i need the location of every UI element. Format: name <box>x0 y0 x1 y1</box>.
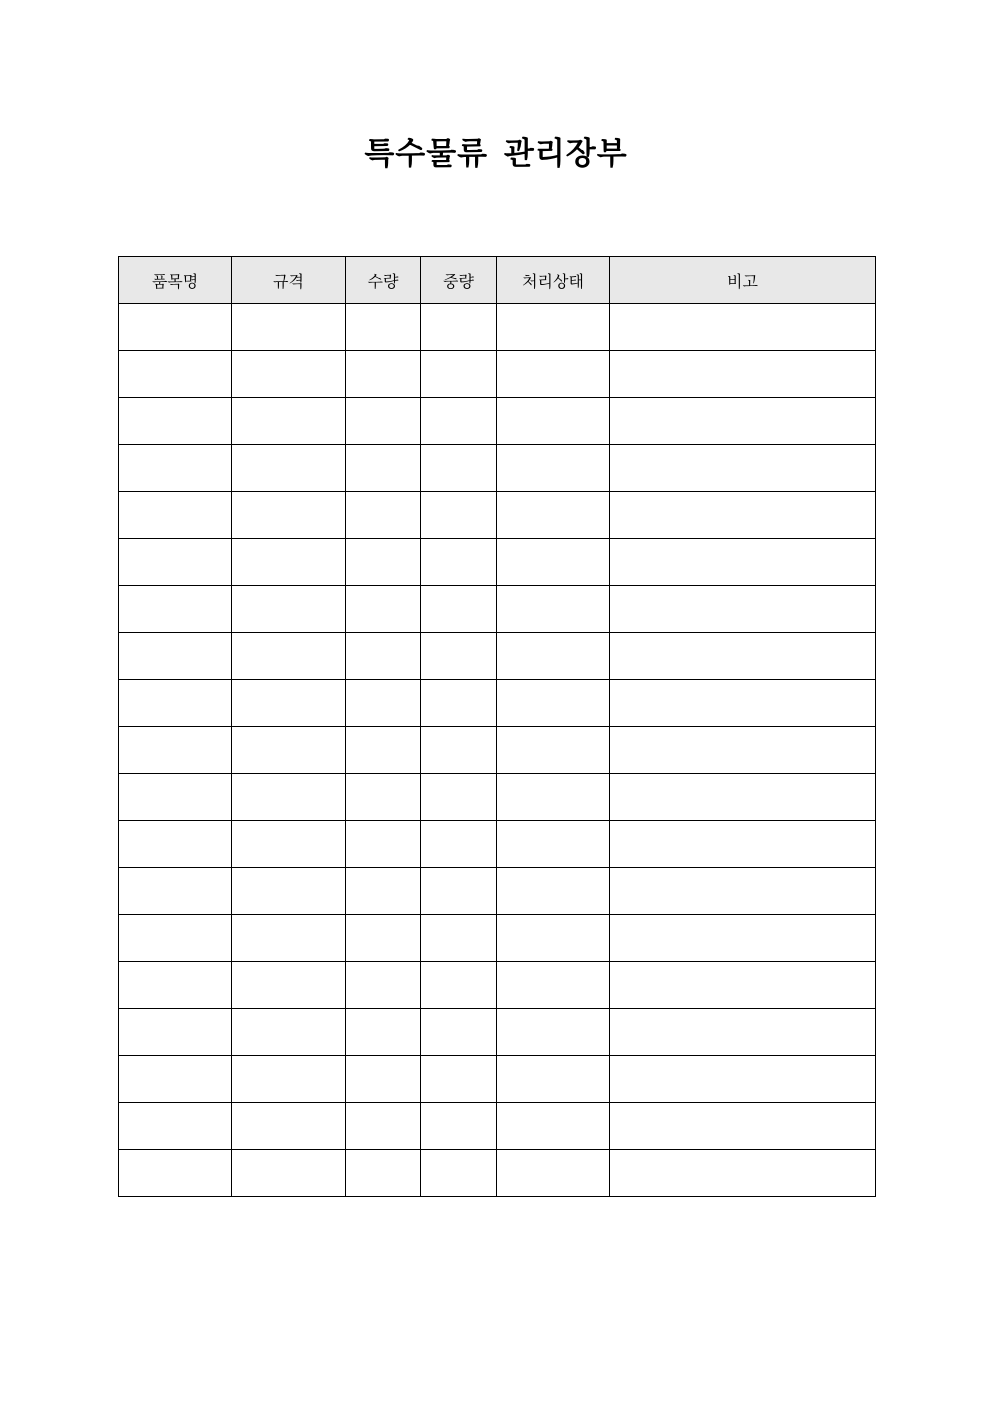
cell-remarks[interactable] <box>610 774 876 821</box>
cell-weight[interactable] <box>421 680 497 727</box>
cell-status[interactable] <box>497 727 610 774</box>
cell-status[interactable] <box>497 304 610 351</box>
cell-status[interactable] <box>497 774 610 821</box>
cell-weight[interactable] <box>421 539 497 586</box>
cell-weight[interactable] <box>421 633 497 680</box>
table-row <box>119 821 876 868</box>
cell-weight[interactable] <box>421 398 497 445</box>
cell-remarks[interactable] <box>610 680 876 727</box>
table-row <box>119 962 876 1009</box>
cell-weight[interactable] <box>421 1056 497 1103</box>
cell-quantity[interactable] <box>346 1056 421 1103</box>
cell-status[interactable] <box>497 445 610 492</box>
column-header-item-name: 품목명 <box>119 257 232 304</box>
cell-remarks[interactable] <box>610 351 876 398</box>
cell-spec[interactable] <box>232 304 346 351</box>
table-row <box>119 539 876 586</box>
table-row <box>119 351 876 398</box>
table-row <box>119 868 876 915</box>
table-row <box>119 1150 876 1197</box>
cell-quantity[interactable] <box>346 915 421 962</box>
cell-quantity[interactable] <box>346 492 421 539</box>
cell-status[interactable] <box>497 962 610 1009</box>
cell-item-name[interactable] <box>119 1103 232 1150</box>
cell-quantity[interactable] <box>346 1150 421 1197</box>
cell-remarks[interactable] <box>610 633 876 680</box>
column-header-quantity: 수량 <box>346 257 421 304</box>
cell-weight[interactable] <box>421 351 497 398</box>
cell-quantity[interactable] <box>346 1009 421 1056</box>
column-header-remarks: 비고 <box>610 257 876 304</box>
cell-remarks[interactable] <box>610 1056 876 1103</box>
cell-weight[interactable] <box>421 774 497 821</box>
table-row <box>119 586 876 633</box>
table-row <box>119 1009 876 1056</box>
table-row <box>119 445 876 492</box>
cell-item-name[interactable] <box>119 1056 232 1103</box>
cell-item-name[interactable] <box>119 962 232 1009</box>
table-row <box>119 727 876 774</box>
cell-spec[interactable] <box>232 398 346 445</box>
cell-status[interactable] <box>497 868 610 915</box>
cell-weight[interactable] <box>421 821 497 868</box>
cell-item-name[interactable] <box>119 445 232 492</box>
column-header-weight: 중량 <box>421 257 497 304</box>
cell-quantity[interactable] <box>346 304 421 351</box>
cell-spec[interactable] <box>232 727 346 774</box>
cell-status[interactable] <box>497 915 610 962</box>
cell-item-name[interactable] <box>119 586 232 633</box>
cell-remarks[interactable] <box>610 1150 876 1197</box>
table-row <box>119 304 876 351</box>
cell-weight[interactable] <box>421 868 497 915</box>
cell-spec[interactable] <box>232 821 346 868</box>
cell-remarks[interactable] <box>610 445 876 492</box>
cell-spec[interactable] <box>232 962 346 1009</box>
cell-remarks[interactable] <box>610 727 876 774</box>
cell-spec[interactable] <box>232 680 346 727</box>
cell-weight[interactable] <box>421 445 497 492</box>
table-row <box>119 1103 876 1150</box>
cell-item-name[interactable] <box>119 774 232 821</box>
cell-item-name[interactable] <box>119 304 232 351</box>
cell-spec[interactable] <box>232 633 346 680</box>
cell-spec[interactable] <box>232 868 346 915</box>
cell-quantity[interactable] <box>346 962 421 1009</box>
cell-spec[interactable] <box>232 539 346 586</box>
column-header-status: 처리상태 <box>497 257 610 304</box>
cell-item-name[interactable] <box>119 351 232 398</box>
cell-status[interactable] <box>497 1009 610 1056</box>
cell-spec[interactable] <box>232 586 346 633</box>
cell-status[interactable] <box>497 633 610 680</box>
cell-weight[interactable] <box>421 1103 497 1150</box>
cell-remarks[interactable] <box>610 492 876 539</box>
cell-weight[interactable] <box>421 1150 497 1197</box>
cell-status[interactable] <box>497 1150 610 1197</box>
cell-item-name[interactable] <box>119 492 232 539</box>
cell-item-name[interactable] <box>119 398 232 445</box>
cell-remarks[interactable] <box>610 539 876 586</box>
cell-status[interactable] <box>497 1056 610 1103</box>
cell-quantity[interactable] <box>346 727 421 774</box>
cell-spec[interactable] <box>232 1009 346 1056</box>
cell-quantity[interactable] <box>346 351 421 398</box>
cell-quantity[interactable] <box>346 445 421 492</box>
column-header-spec: 규격 <box>232 257 346 304</box>
cell-spec[interactable] <box>232 1056 346 1103</box>
ledger-table <box>118 256 876 1197</box>
cell-item-name[interactable] <box>119 915 232 962</box>
table-row <box>119 1056 876 1103</box>
cell-quantity[interactable] <box>346 680 421 727</box>
cell-quantity[interactable] <box>346 398 421 445</box>
table-row <box>119 492 876 539</box>
cell-spec[interactable] <box>232 774 346 821</box>
table-row <box>119 915 876 962</box>
document-title: 특수물류 관리장부 <box>364 136 628 172</box>
cell-status[interactable] <box>497 680 610 727</box>
cell-item-name[interactable] <box>119 539 232 586</box>
cell-status[interactable] <box>497 1103 610 1150</box>
cell-remarks[interactable] <box>610 915 876 962</box>
cell-status[interactable] <box>497 586 610 633</box>
cell-item-name[interactable] <box>119 680 232 727</box>
table-row <box>119 398 876 445</box>
table-header-row <box>119 257 876 304</box>
table-row <box>119 774 876 821</box>
table-row <box>119 633 876 680</box>
cell-quantity[interactable] <box>346 633 421 680</box>
cell-spec[interactable] <box>232 492 346 539</box>
cell-remarks[interactable] <box>610 821 876 868</box>
cell-quantity[interactable] <box>346 539 421 586</box>
cell-spec[interactable] <box>232 915 346 962</box>
cell-status[interactable] <box>497 398 610 445</box>
cell-weight[interactable] <box>421 1009 497 1056</box>
cell-weight[interactable] <box>421 586 497 633</box>
cell-remarks[interactable] <box>610 398 876 445</box>
cell-quantity[interactable] <box>346 821 421 868</box>
cell-item-name[interactable] <box>119 1150 232 1197</box>
cell-weight[interactable] <box>421 727 497 774</box>
cell-quantity[interactable] <box>346 1103 421 1150</box>
cell-spec[interactable] <box>232 1150 346 1197</box>
cell-item-name[interactable] <box>119 727 232 774</box>
cell-remarks[interactable] <box>610 1009 876 1056</box>
table-row <box>119 680 876 727</box>
cell-remarks[interactable] <box>610 586 876 633</box>
cell-weight[interactable] <box>421 304 497 351</box>
cell-status[interactable] <box>497 539 610 586</box>
cell-quantity[interactable] <box>346 868 421 915</box>
cell-status[interactable] <box>497 492 610 539</box>
cell-weight[interactable] <box>421 492 497 539</box>
cell-remarks[interactable] <box>610 962 876 1009</box>
cell-remarks[interactable] <box>610 304 876 351</box>
cell-quantity[interactable] <box>346 774 421 821</box>
cell-weight[interactable] <box>421 962 497 1009</box>
cell-remarks[interactable] <box>610 1103 876 1150</box>
cell-spec[interactable] <box>232 1103 346 1150</box>
cell-item-name[interactable] <box>119 821 232 868</box>
cell-item-name[interactable] <box>119 868 232 915</box>
cell-remarks[interactable] <box>610 868 876 915</box>
cell-item-name[interactable] <box>119 633 232 680</box>
table-body <box>119 304 876 1197</box>
cell-spec[interactable] <box>232 445 346 492</box>
cell-spec[interactable] <box>232 351 346 398</box>
cell-weight[interactable] <box>421 915 497 962</box>
cell-item-name[interactable] <box>119 1009 232 1056</box>
cell-status[interactable] <box>497 351 610 398</box>
cell-status[interactable] <box>497 821 610 868</box>
cell-quantity[interactable] <box>346 586 421 633</box>
